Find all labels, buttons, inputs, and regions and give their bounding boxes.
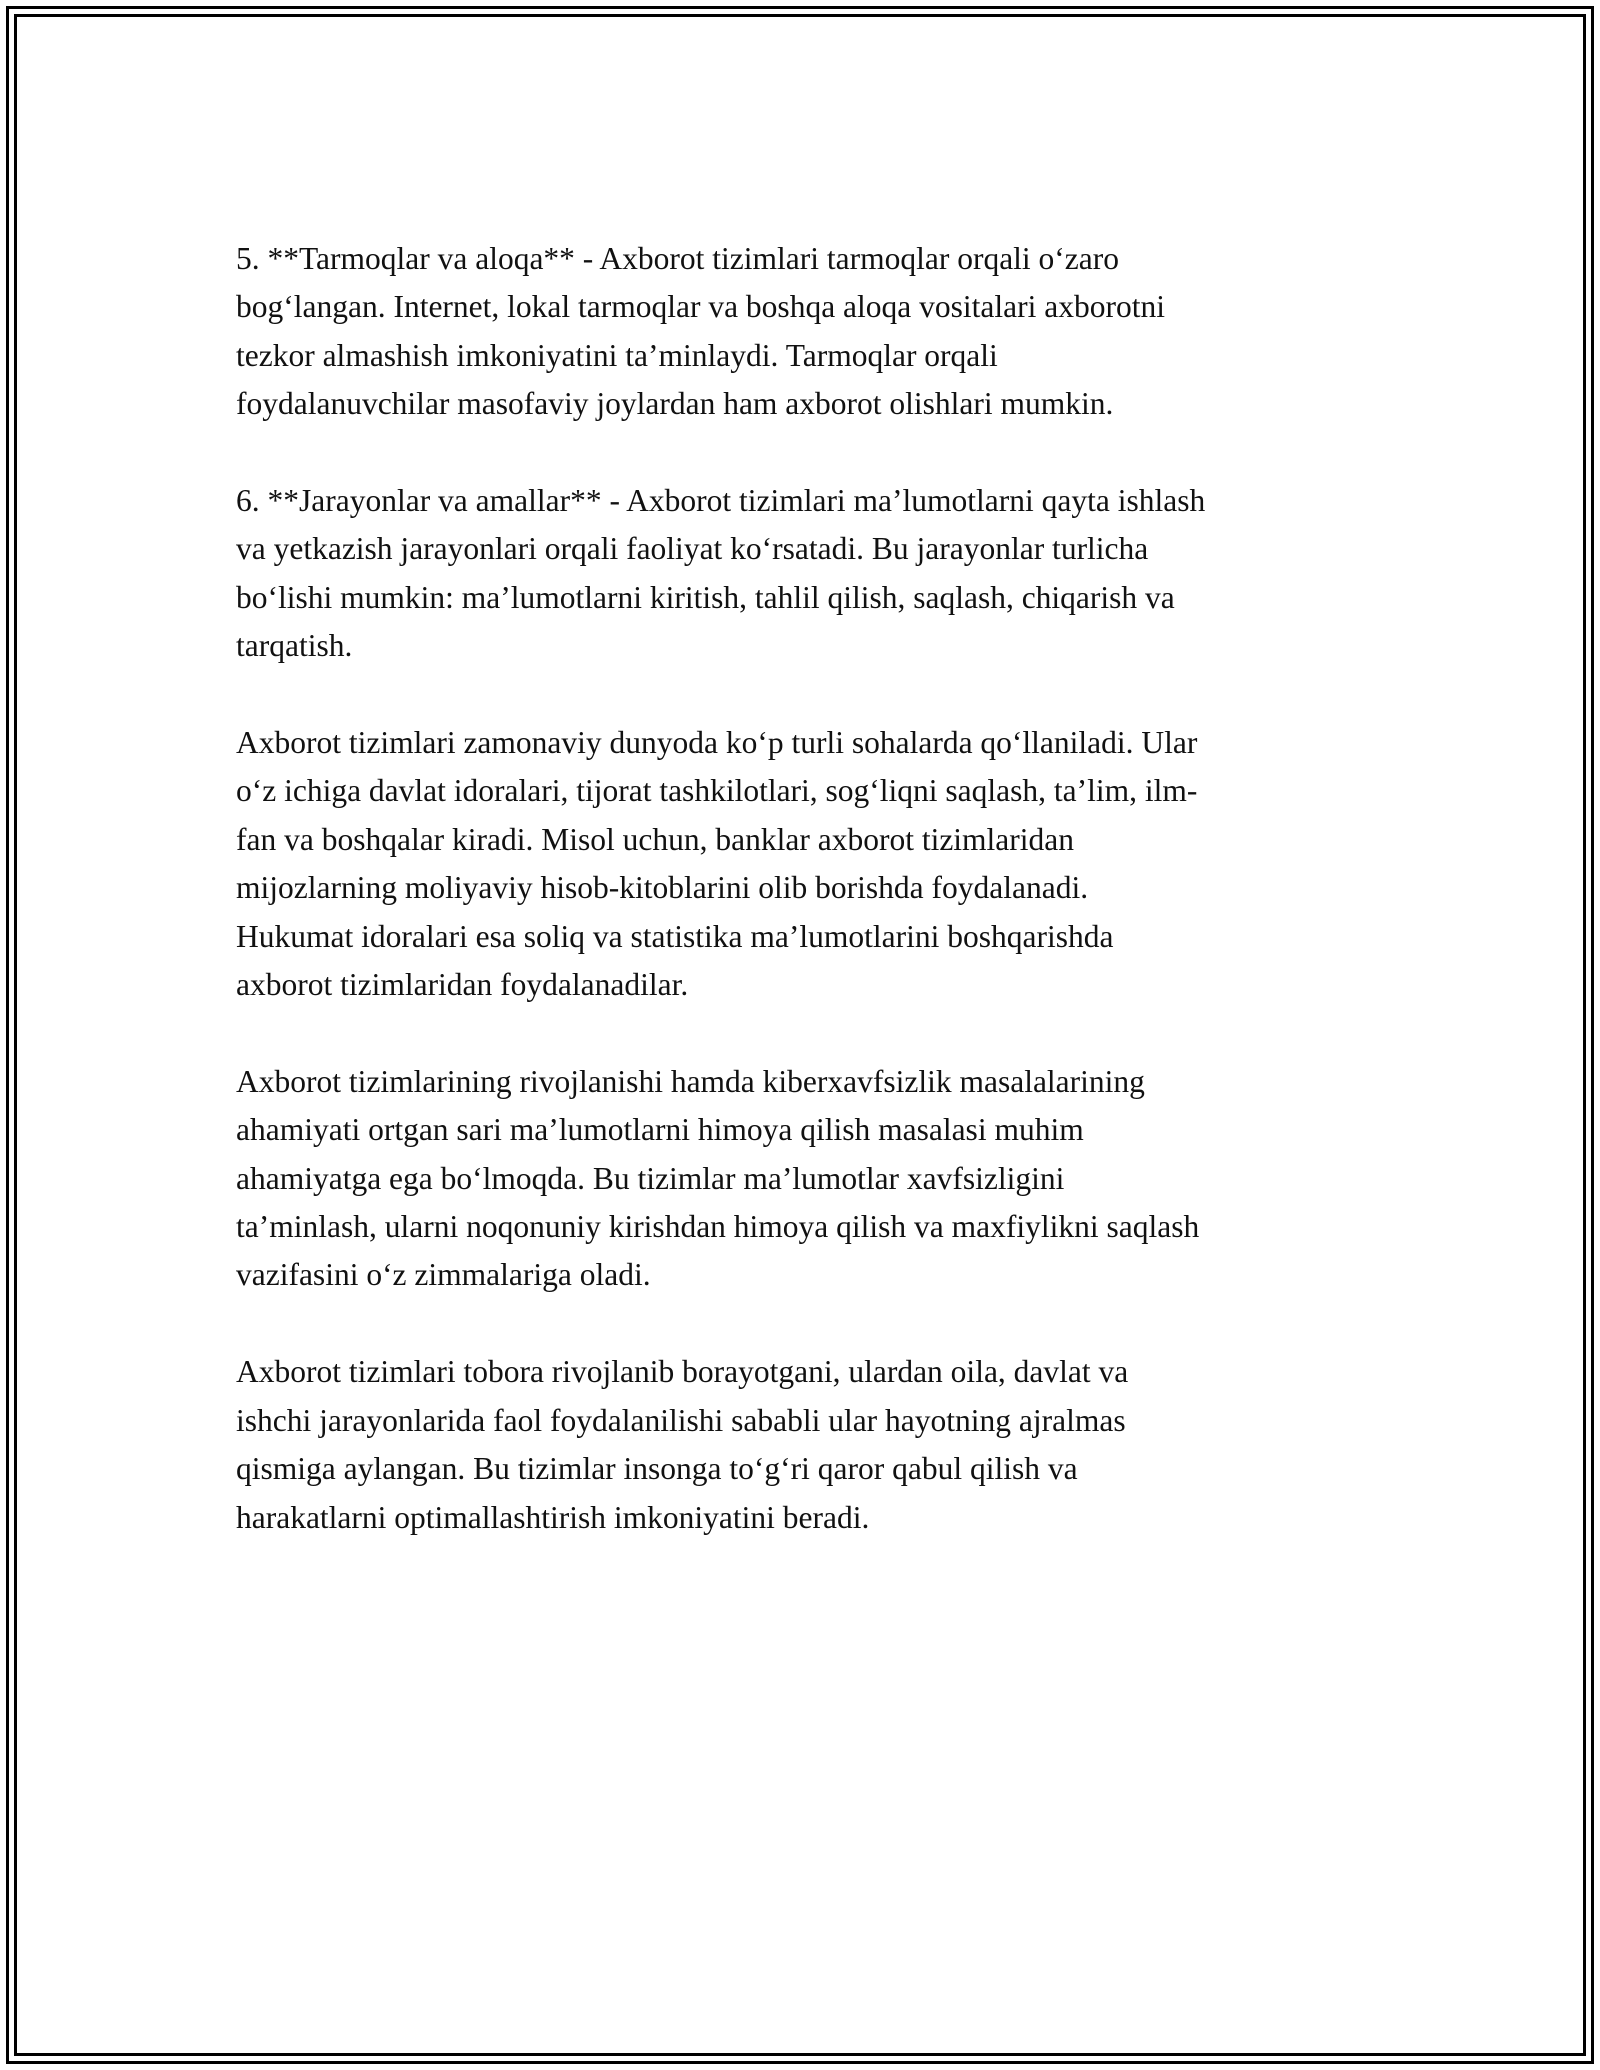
paragraph-processes: 6. **Jarayonlar va amallar** - Axborot tizimlari ma’lumotlarni qayta ishlash va yetkazish jarayonlari orqali faoliyat ko‘rsatadi. Bu jarayonlar turlicha bo‘lishi mumkin: ma’lumotlarni kiritish, tahlil qilish, saqlash, chiqarish va tarqatish. [236, 483, 1206, 664]
paragraph-conclusion: Axborot tizimlari tobora rivojlanib borayotgani, ulardan oila, davlat va ishchi jarayonlarida faol foydalanilishi sababli ular hayotning ajralmas qismiga aylangan. Bu tizimlar insonga to‘g‘ri qaror qabul qilish va harakatlarni optimallashtirish imkoniyatini beradi. [236, 1354, 1129, 1535]
paragraph-networks: 5. **Tarmoqlar va aloqa** - Axborot tizimlari tarmoqlar orqali o‘zaro bog‘langan. Internet, lokal tarmoqlar va boshqa aloqa vositalari axborotni tezkor almashish imkoniyatini ta’minlaydi. Tarmoqlar orqali foydalanuvchilar masofaviy joylardan ham axborot olishlari mumkin. [236, 241, 1165, 422]
document-body [236, 235, 1386, 1590]
paragraph-applications: Axborot tizimlari zamonaviy dunyoda ko‘p turli sohalarda qo‘llaniladi. Ular o‘z ichiga davlat idoralari, tijorat tashkilotlari, sog‘liqni saqlash, ta’lim, ilm- fan va boshqalar kiradi. Misol uchun, banklar axborot tizimlaridan mijozlarning moliyaviy hisob-kitoblarini olib borishda foydalanadi. Hukumat idoralari esa soliq va statistika ma’lumotlarini boshqarishda axborot tizimlaridan foydalanadilar. [236, 725, 1198, 1003]
paragraph-security: Axborot tizimlarining rivojlanishi hamda kiberxavfsizlik masalalarining ahamiyati ortgan sari ma’lumotlarni himoya qilish masalasi muhim ahamiyatga ega bo‘lmoqda. Bu tizimlar ma’lumotlar xavfsizligini ta’minlash, ularni noqonuniy kirishdan himoya qilish va maxfiylikni saqlash vazifasini o‘z zimmalariga oladi. [236, 1063, 1200, 1293]
